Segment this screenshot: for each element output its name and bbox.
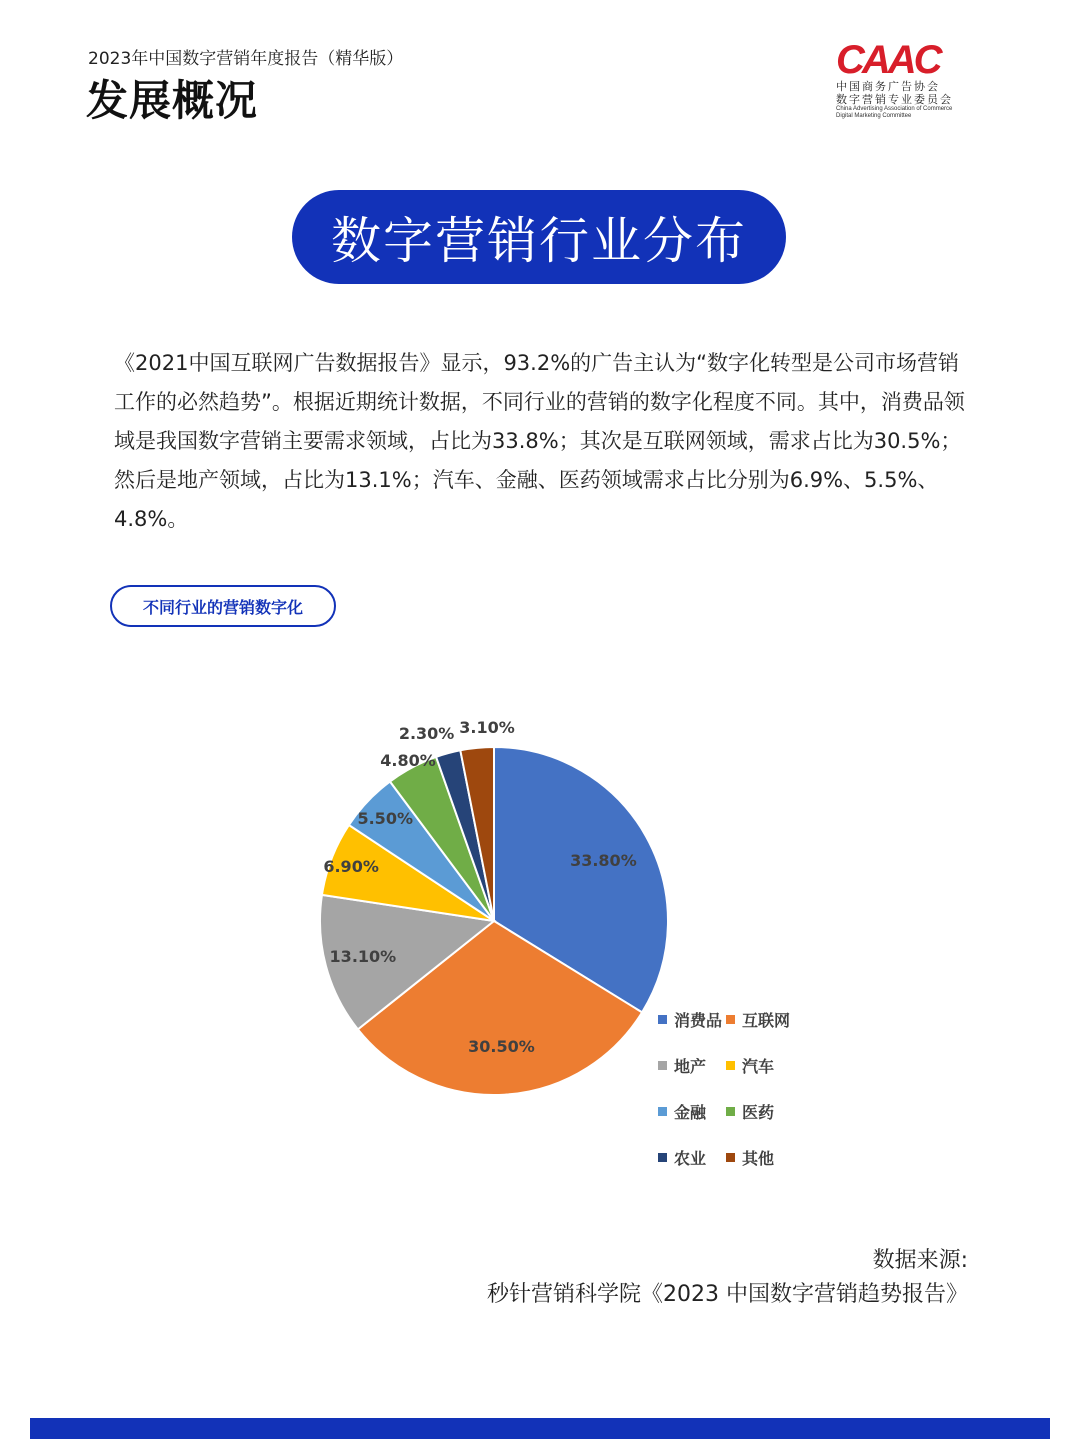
data-source [487, 1244, 968, 1312]
legend-item-互联网 [726, 1008, 794, 1030]
legend-label: 互联网 [742, 1010, 791, 1030]
legend-swatch [726, 1153, 735, 1162]
legend-label: 医药 [742, 1102, 775, 1122]
legend-swatch [658, 1107, 667, 1116]
legend-item-医药 [726, 1100, 794, 1122]
source-text: 秒针营销科学院《2023 中国数字营销趋势报告》 [487, 1282, 968, 1307]
pie-label-汽车: 6.90% [323, 856, 379, 876]
legend-swatch [658, 1061, 667, 1070]
legend-item-地产 [658, 1054, 726, 1076]
legend-label: 地产 [674, 1056, 707, 1076]
footer-bar [30, 1418, 1050, 1439]
legend-item-金融 [658, 1100, 726, 1122]
logo-line-2: 数字营销专业委员会 [836, 93, 953, 106]
legend-swatch [726, 1061, 735, 1070]
logo-mark: CAAC [836, 38, 940, 82]
pie-label-其他: 3.10% [459, 718, 515, 738]
pie-label-金融: 5.50% [357, 809, 413, 829]
logo-en-2: Digital Marketing Committee [836, 113, 912, 119]
legend-item-消费品 [658, 1008, 726, 1030]
pie-label-消费品: 33.80% [570, 850, 637, 870]
legend-label: 其他 [742, 1148, 775, 1168]
legend-label: 消费品 [674, 1010, 723, 1030]
chart-title-pill: 不同行业的营销数字化 [110, 585, 336, 627]
source-label: 数据来源: [872, 1248, 968, 1273]
legend-swatch [726, 1107, 735, 1116]
legend-swatch [726, 1015, 735, 1024]
chart-legend [658, 1008, 858, 1168]
pie-label-医药: 4.80% [380, 750, 436, 770]
pie-label-地产: 13.10% [329, 946, 397, 966]
legend-swatch [658, 1015, 667, 1024]
intro-paragraph: 《2021中国互联网广告数据报告》显示，93.2%的广告主认为“数字化转型是公司市场营销工作的必然趋势”。根据近期统计数据，不同行业的营销的数字化程度不同。其中，消费品领域是我国数字营销主要需求领域，占比为33.8%；其次是互联网领域，需求占比为30.5%；然后是地产领域，占比为13.1%；汽车、金融、医药领域需求占比分别为6.9%、5.5%、4.8%。 [114, 351, 965, 531]
legend-item-农业 [658, 1146, 726, 1168]
legend-label: 汽车 [742, 1056, 775, 1076]
logo-line-1: 中国商务广告协会 [836, 80, 940, 93]
legend-item-汽车 [726, 1054, 794, 1076]
pie-label-农业: 2.30% [398, 724, 455, 744]
section-title: 发展概况 [86, 76, 259, 125]
report-title: 2023年中国数字营销年度报告（精华版） [88, 49, 404, 69]
pie-label-互联网: 30.50% [468, 1037, 535, 1057]
legend-label: 金融 [674, 1102, 707, 1122]
banner-title: 数字营销行业分布 [292, 190, 786, 284]
legend-label: 农业 [674, 1148, 707, 1168]
legend-item-其他 [726, 1146, 794, 1168]
logo-en-1: China Advertising Association of Commerce [836, 106, 953, 112]
legend-swatch [658, 1153, 667, 1162]
